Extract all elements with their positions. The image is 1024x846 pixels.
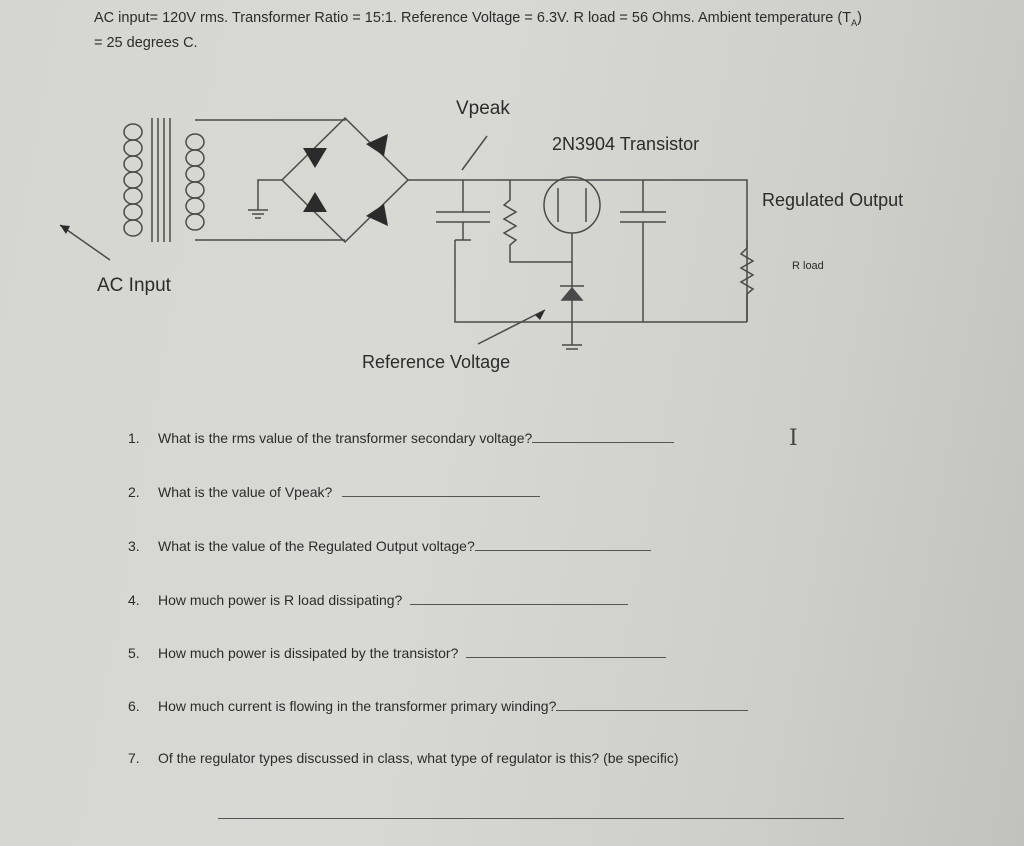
transistor-symbol [544,177,600,233]
answer-blank-2[interactable] [342,482,540,497]
transformer-secondary [186,134,204,230]
transistor-label: 2N3904 Transistor [552,134,700,154]
problem-line-2: = 25 degrees C. [94,34,198,51]
question-4: 4. How much power is R load dissipating? [128,590,628,608]
answer-blank-4[interactable] [410,590,628,605]
reference-voltage-arrow [478,310,545,344]
answer-blank-1[interactable] [532,428,674,443]
question-3: 3. What is the value of the Regulated Output voltage? [128,536,651,554]
answer-blank-6[interactable] [556,696,748,711]
rload-label: R load [792,260,824,272]
ac-input-label: AC Input [97,275,171,296]
question-1: 1. What is the rms value of the transformer secondary voltage? [128,428,674,446]
question-2: 2. What is the value of Vpeak? [128,482,540,500]
vpeak-label: Vpeak [456,98,510,119]
ground-rail [455,240,747,322]
text-cursor-icon: I [789,426,798,451]
answer-blank-7[interactable] [218,818,844,819]
vpeak-arrow [462,136,487,170]
bias-resistor [504,180,572,262]
answer-blank-5[interactable] [466,643,666,658]
regulated-output-label: Regulated Output [762,190,904,210]
zener-diode [562,288,582,300]
reference-voltage-label: Reference Voltage [362,352,511,372]
bridge-ground-wire [258,180,282,210]
bridge-rectifier [282,118,408,242]
question-5: 5. How much power is dissipated by the transistor? [128,643,666,661]
transformer-primary [124,124,142,236]
secondary-top-wire [195,118,345,120]
transformer-core [152,118,170,242]
problem-line-1: AC input= 120V rms. Transformer Ratio = 15:1. Reference Voltage = 6.3V. R load = 56 Ohms. Ambient temperature $(T_A)$ [94,10,862,28]
question-7: 7. Of the regulator types discussed in class, what type of regulator is this? (be specific) [128,750,679,766]
question-6: 6. How much current is flowing in the transformer primary winding? [128,696,748,714]
answer-blank-3[interactable] [475,536,651,551]
